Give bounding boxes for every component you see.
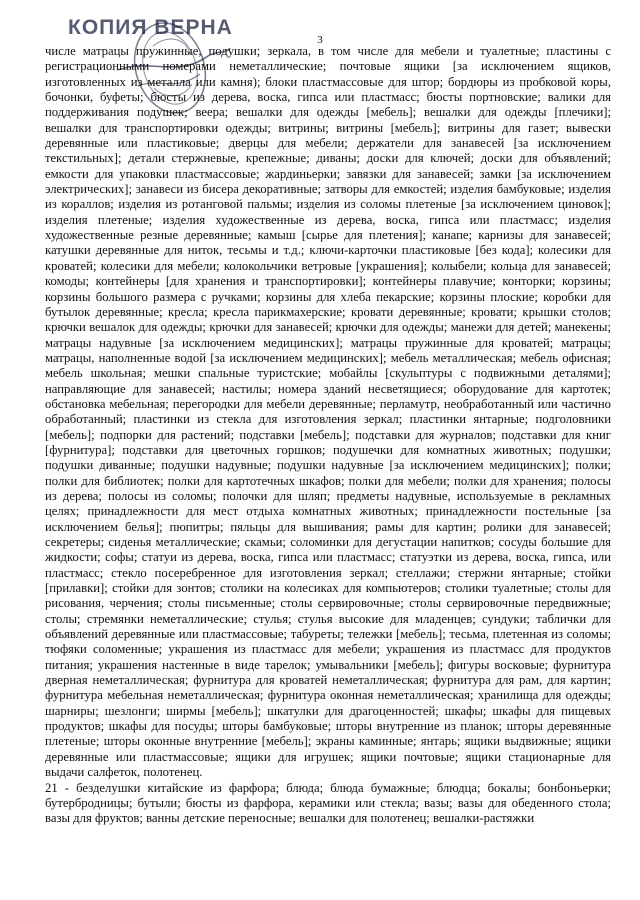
document-body bbox=[45, 44, 611, 827]
paragraph-class-20-continued: числе матрацы пружинные, подушки; зеркала, в том числе для мебели и туалетные; пластины с регистрационными номерами неметаллические; почтовые ящики [за исключением ящиков, изготовленных из металла или камня); блоки пластмассовые для штор; бордюры из пробковой коры, бочонки, буфеты; бюсты из дерева, воска, гипса или пластмасс; бюсты портновские; валики для поддерживания подушек; веера; вешалки для одежды [мебель]; вешалки для одежды [плечики]; вешалки для транспортировки одежды; витрины; витрины [мебель]; витрины для газет; вывески деревянные или пластиковые; дверцы для мебели; держатели для занавесей [за исключением текстильных]; детали стержневые, крепежные; диваны; доски для ключей; доски для объявлений; емкости для упаковки пластмассовые; жардиньерки; завязки для занавесей; замки [за исключением электрических]; занавеси из бисера декоративные; затворы для емкостей; изделия бамбуковые; изделия из кораллов; изделия из ротанговой пальмы; изделия из соломы плетеные [за исключением циновок]; изделия плетеные; изделия художественные из дерева, воска, гипса или пластмасс; изделия художественные резные деревянные; камыш [сырье для плетения]; канапе; карнизы для занавесей; катушки деревянные для ниток, тесьмы и т.д.; ключи-карточки пластиковые [без кода]; колесики для кроватей; колесики для мебели; колокольчики ветровые [украшения]; колыбели; кольца для занавесей; комоды; контейнеры [для хранения и транспортировки]; контейнеры плавучие; конторки; корзины; корзины большого размера с ручками; корзины для хлеба пекарские; корзины плоские; коробки для бутылок деревянные; кресла; кресла парикмахерские; кровати деревянные; кровати; крышки столов; крючки вешалок для одежды; крючки для занавесей; крючки для одежды; манежи для детей; манекены; матрацы надувные [за исключением медицинских]; матрацы пружинные для кроватей; матрацы; матрацы, наполненные водой [за исключением медицинских]; мебель металлическая; мебель офисная; мебель школьная; мешки спальные туристские; мобайлы [скульптуры с подвижными деталями]; направляющие для занавесей; настилы; номера зданий несветящиеся; оборудование для картотек; обстановка мебельная; перегородки для мебели деревянные; перламутр, необработанный или частично обработанный; пластинки из стекла для изготовления зеркал; пластинки янтарные; подголовники [мебель]; подпорки для растений; подставки [мебель]; подставки для журналов; подставки для книг [фурнитура]; подставки для цветочных горшков; подушечки для комнатных животных; подушки; подушки диванные; подушки надувные; подушки надувные [за исключением медицинских]; полки; полки для библиотек; полки для картотечных шкафов; полки для мебели; полки для хранения; полосы из дерева; полосы из соломы; полочки для шляп; предметы надувные, используемые в рекламных целях; принадлежности для мест отдыха комнатных животных; принадлежности постельные [за исключением белья]; пюпитры; пяльцы для вышивания; рамы для картин; ролики для занавесей; секретеры; сиденья металлические; скамьи; соломинки для дегустации напитков; сосуды большие для жидкости; софы; статуи из дерева, воска, гипса или пластмасс; статуэтки из дерева, воска, гипса, или пластмасс; стекло посеребренное для изготовления зеркал; стеллажи; стержни янтарные; стойки [прилавки]; стойки для зонтов; столики на колесиках для компьютеров; столики туалетные; столы для рисования, черчения; столы письменные; столы сервировочные; столы сервировочные передвижные; столы; стремянки неметаллические; стулья; стулья высокие для младенцев; сундуки; таблички для объявлений деревянные или пластмассовые; табуреты; тележки [мебель]; тесьма, плетенная из соломы; тюфяки соломенные; украшения из пластмасс для мебели; украшения из пластмасс для продуктов питания; украшения настенные в виде тарелок; умывальники [мебель]; фигуры восковые; фурнитура дверная неметаллическая; фурнитура для кроватей неметаллическая; фурнитура для рам, для картин; фурнитура мебельная неметаллическая; фурнитура оконная неметаллическая; хранилища для одежды; шарниры; шезлонги; ширмы [мебель]; шкатулки для драгоценностей; шкафы; шкафы для пищевых продуктов; шкафы для посуды; шторы бамбуковые; шторы внутренние из планок; шторы деревянные плетеные; шторы оконные внутренние [мебель]; экраны каминные; янтарь; ящики выдвижные; ящики деревянные или пластмассовые; ящики для игрушек; ящики почтовые; ящики стационарные для выдачи салфеток, полотенец. bbox=[45, 44, 611, 780]
paragraph-class-21: 21 - безделушки китайские из фарфора; блюда; блюда бумажные; блюдца; бокалы; бонбоньерки; бутербродницы; бутыли; бюсты из фарфора, керамики или стекла; вазы; вазы для обеденного стола; вазы для фруктов; ванны детские переносные; вешалки для полотенец; вешалки-растяжки bbox=[45, 780, 611, 826]
stamp-title: КОПИЯ ВЕРНА bbox=[68, 16, 233, 39]
page-number: 3 bbox=[317, 34, 323, 46]
